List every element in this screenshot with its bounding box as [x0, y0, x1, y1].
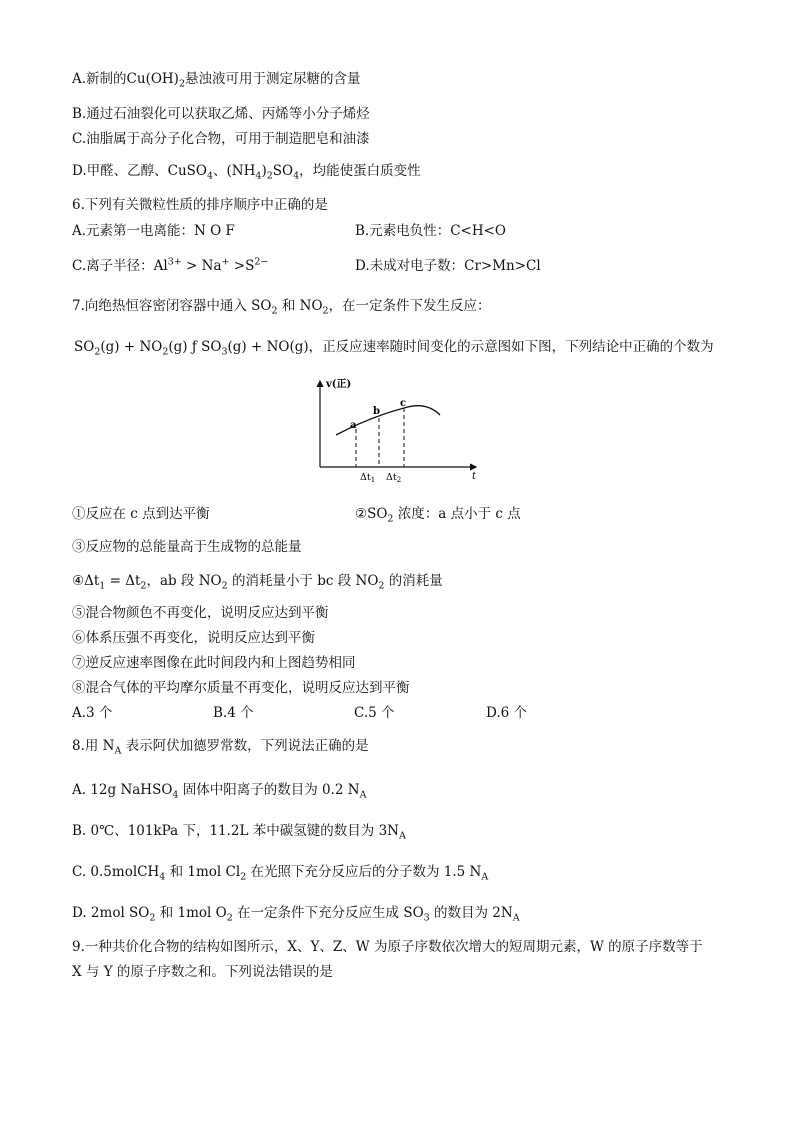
q6-stem: 6.下列有关微粒性质的排序顺序中正确的是 [72, 197, 328, 213]
q9-stem-line-1: 9.一种共价化合物的结构如图所示，X、Y、Z、W 为原子序数依次增大的短周期元素，W 的原子序数等于 [72, 939, 703, 955]
dt2-label: $\Delta t_2$ [386, 472, 402, 484]
q8-stem: 8.用 $N_A$ 表示阿伏加德罗常数，下列说法正确的是 [72, 738, 369, 757]
q7-statement-7: ⑦逆反应速率图像在此时间段内和上图趋势相同 [72, 655, 356, 671]
point-a-label: a [350, 420, 357, 431]
q7-statement-1: ①反应在 c 点到达平衡 [72, 506, 210, 522]
q7-choice-d: D.6 个 [486, 705, 528, 721]
dt1-label: $\Delta t_1$ [360, 472, 376, 484]
q5-option-b: B.通过石油裂化可以获取乙烯、丙烯等小分子烯烃 [72, 106, 370, 122]
q7-statement-3: ③反应物的总能量高于生成物的总能量 [72, 539, 302, 555]
q6-option-b: B.元素电负性：C<H<O [355, 223, 507, 239]
q5-option-d: D.甲醛、乙醇、CuSO$_4$、$(NH_4)_2SO_4$，均能使蛋白质变性 [72, 163, 421, 182]
q8-option-a: A. 12g NaHSO$_4$ 固体中阳离子的数目为 0.2 $N_A$ [72, 782, 367, 801]
q8-option-d: D. 2mol $SO_2$ 和 1mol $O_2$ 在一定条件下充分反应生成 $SO_3$ 的数目为 $2N_A$ [72, 905, 520, 924]
point-b-label: b [373, 406, 380, 417]
q7-statement-2: $②SO_2$ 浓度：a 点小于 c 点 [355, 506, 521, 525]
y-axis-label: v(正) [326, 379, 352, 390]
q7-statement-6: ⑥体系压强不再变化，说明反应达到平衡 [72, 630, 315, 646]
x-axis-label: t [472, 471, 477, 482]
q8-option-c: C. 0.5molCH$_4$ 和 1mol $Cl_2$ 在光照下充分反应后的分子数为 1.5 $N_A$ [72, 864, 489, 883]
q5-option-c: C.油脂属于高分子化合物，可用于制造肥皂和油漆 [72, 131, 370, 147]
q7-choice-a: A.3 个 [72, 705, 113, 721]
q7-stem: 7.向绝热恒容密闭容器中通入 $SO_2$ 和 $NO_2$，在一定条件下发生反应： [72, 298, 491, 317]
q8-option-b: B. 0℃、101kPa 下，11.2L 苯中碳氢键的数目为 $3N_A$ [72, 823, 406, 842]
q7-statement-5: ⑤混合物颜色不再变化，说明反应达到平衡 [72, 605, 329, 621]
q7-choice-c: C.5 个 [354, 705, 395, 721]
q9-stem-line-2: X 与 Y 的原子序数之和。下列说法错误的是 [72, 964, 333, 980]
q6-option-c: C.离子半径：$Al^{3+} > Na^+ >S^{2-}$ [72, 256, 269, 274]
q6-option-d: D.未成对电子数：Cr>Mn>Cl [355, 258, 541, 274]
q7-equation: $SO_2(g) + NO_2(g)$ ƒ $SO_3(g) + NO(g)$，正反应速率随时间变化的示意图如下图，下列结论中正确的个数为 [74, 339, 714, 358]
q7-statement-8: ⑧混合气体的平均摩尔质量不再变化，说明反应达到平衡 [72, 680, 410, 696]
rate-time-graph [308, 375, 488, 490]
point-c-label: c [400, 398, 407, 409]
q7-choice-b: B.4 个 [213, 705, 254, 721]
q6-option-a: A.元素第一电离能：N O F [72, 223, 235, 239]
q5-option-a: A.新制的$Cu(OH)_2$悬浊液可用于测定尿糖的含量 [72, 71, 361, 90]
q7-statement-4: $④\Delta t_1 = \Delta t_2$，ab 段 $NO_2$ 的消耗量小于 bc 段 $NO_2$ 的消耗量 [72, 573, 443, 592]
